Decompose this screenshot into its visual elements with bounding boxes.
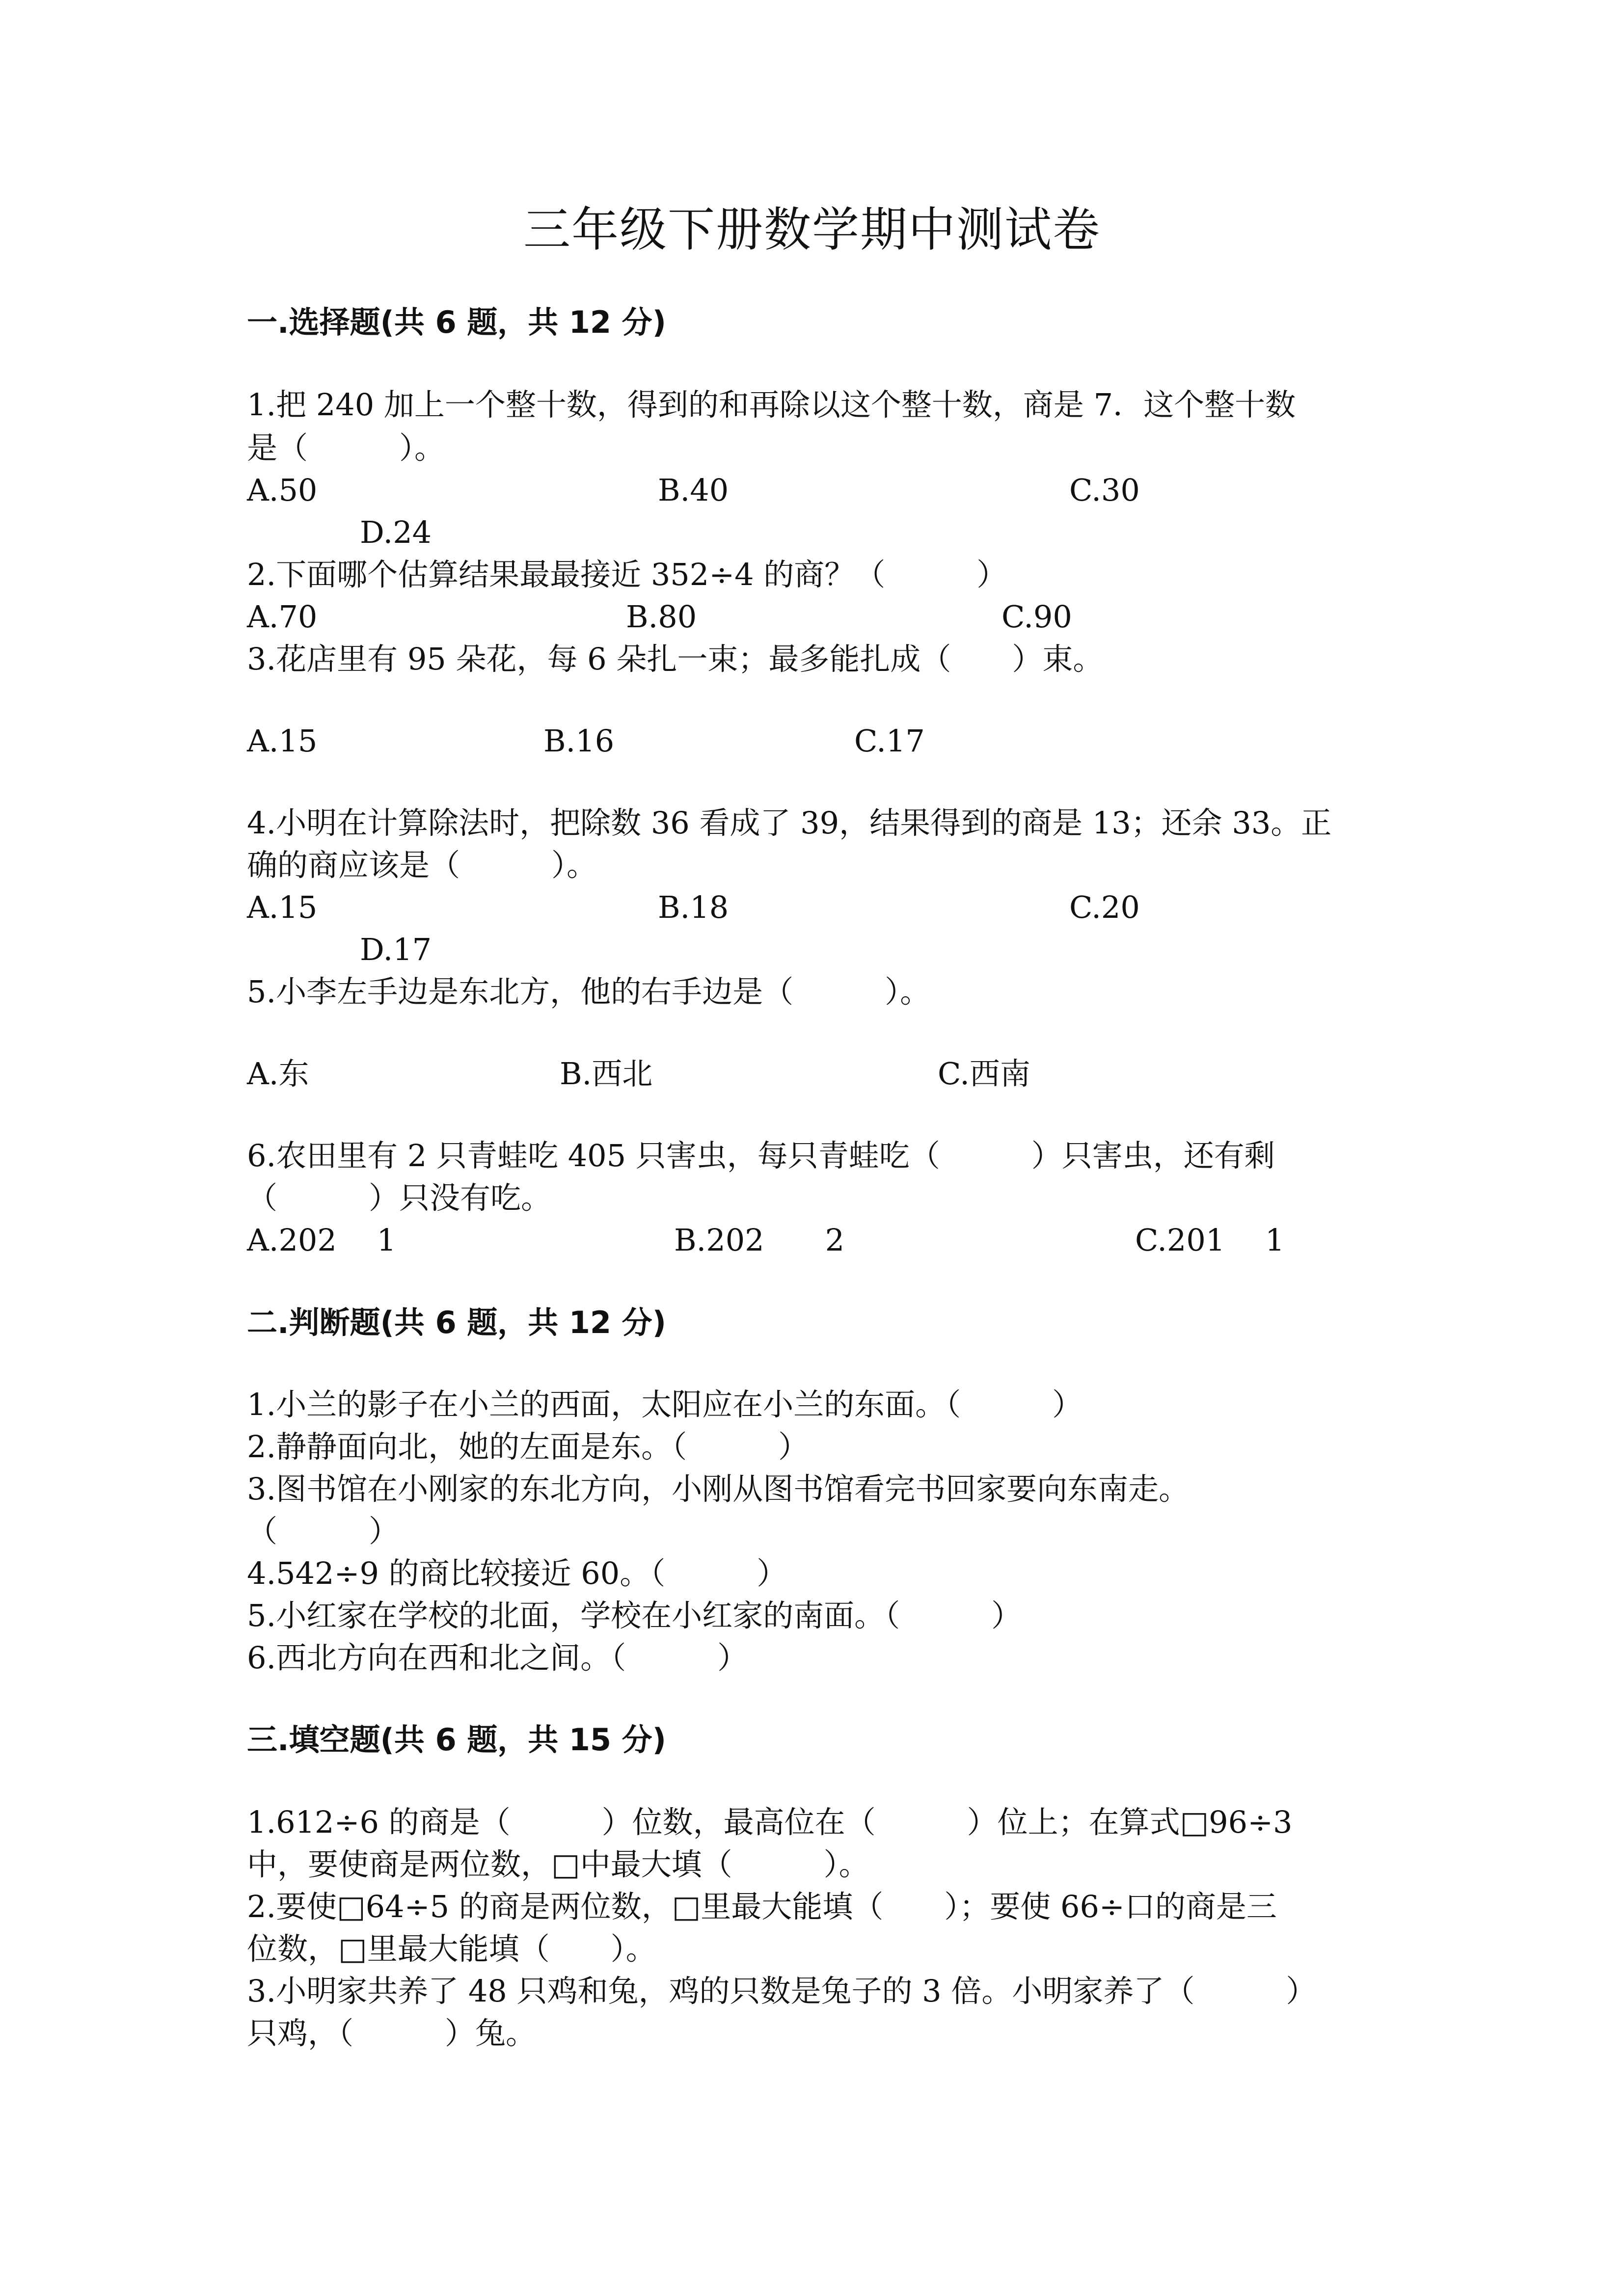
option-b: B.202 2 <box>674 1222 845 1258</box>
option-d: D.17 <box>360 932 432 967</box>
question-text: 1.把 240 加上一个整十数，得到的和再除以这个整十数，商是 7．这个整十数 <box>247 387 1296 423</box>
question-text: 中，要使商是两位数，□中最大填（ ）。 <box>247 1846 869 1882</box>
question-text: 只鸡，（ ）兔。 <box>247 2015 537 2051</box>
option-a: A.202 1 <box>247 1222 396 1258</box>
option-c: C.201 1 <box>1135 1222 1285 1258</box>
option-c: C.20 <box>1069 889 1140 925</box>
option-b: B.16 <box>543 723 615 759</box>
option-b: B.80 <box>626 599 697 635</box>
option-c: C.西南 <box>938 1056 1030 1092</box>
section-heading-choice: 一.选择题(共 6 题，共 12 分) <box>247 304 666 340</box>
question-text: 3.图书馆在小刚家的东北方向，小刚从图书馆看完书回家要向东南走。 <box>247 1471 1190 1507</box>
page-title: 三年级下册数学期中测试卷 <box>523 202 1101 257</box>
option-c: C.30 <box>1069 472 1140 508</box>
option-d: D.24 <box>360 514 432 550</box>
question-text: 1.小兰的影子在小兰的西面，太阳应在小兰的东面。（ ） <box>247 1387 1083 1422</box>
question-text: 3.花店里有 95 朵花，每 6 朵扎一束；最多能扎成（ ）束。 <box>247 641 1104 677</box>
option-b: B.西北 <box>560 1056 653 1092</box>
question-text: （ ） <box>247 1513 400 1549</box>
option-a: A.15 <box>247 889 318 925</box>
question-text: （ ）只没有吃。 <box>247 1180 552 1216</box>
question-text: 6.西北方向在西和北之间。（ ） <box>247 1640 748 1676</box>
section-heading-fill: 三.填空题(共 6 题，共 15 分) <box>247 1722 666 1758</box>
question-text: 5.小李左手边是东北方，他的右手边是（ ）。 <box>247 974 931 1010</box>
option-a: A.70 <box>247 599 318 635</box>
option-b: B.18 <box>658 889 729 925</box>
question-text: 位数，□里最大能填（ ）。 <box>247 1931 656 1967</box>
question-text: 2.要使□64÷5 的商是两位数，□里最大能填（ ）；要使 66÷口的商是三 <box>247 1889 1277 1924</box>
question-text: 4.小明在计算除法时，把除数 36 看成了 39，结果得到的商是 13；还余 33。正 <box>247 805 1332 841</box>
option-b: B.40 <box>658 472 729 508</box>
option-a: A.东 <box>247 1056 309 1092</box>
question-text: 1.612÷6 的商是（ ）位数，最高位在（ ）位上；在算式□96÷3 <box>247 1804 1293 1840</box>
question-text: 4.542÷9 的商比较接近 60。（ ） <box>247 1555 787 1591</box>
option-a: A.50 <box>247 472 318 508</box>
question-text: 确的商应该是（ ）。 <box>247 847 597 883</box>
question-text: 是（ ）。 <box>247 430 445 466</box>
option-c: C.90 <box>1001 599 1072 635</box>
question-text: 3.小明家共养了 48 只鸡和兔，鸡的只数是兔子的 3 倍。小明家养了（ ） <box>247 1973 1317 2009</box>
question-text: 5.小红家在学校的北面，学校在小红家的南面。（ ） <box>247 1598 1022 1633</box>
option-c: C.17 <box>854 723 925 759</box>
question-text: 2.静静面向北，她的左面是东。（ ） <box>247 1429 809 1465</box>
option-a: A.15 <box>247 723 318 759</box>
question-text: 2.下面哪个估算结果最最接近 352÷4 的商？（ ） <box>247 557 1007 592</box>
section-heading-judgement: 二.判断题(共 6 题，共 12 分) <box>247 1305 666 1340</box>
question-text: 6.农田里有 2 只青蛙吃 405 只害虫，每只青蛙吃（ ）只害虫，还有剩 <box>247 1138 1275 1174</box>
